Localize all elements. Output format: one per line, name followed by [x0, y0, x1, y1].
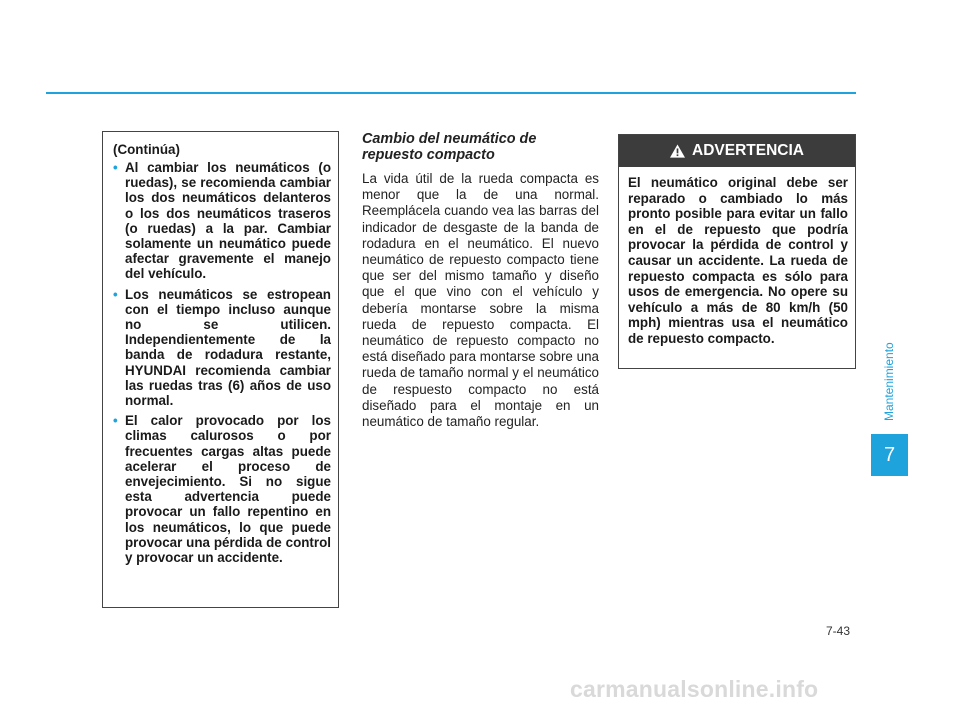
warning-body: El neumático original debe ser reparado o cambiado lo más pronto posible para evitar un fallo en el de repuesto que podría provocar la pérdida de control y causar un accidente. La rueda de repuesto compacta es sólo para usos de emergencia. No opere su vehículo a más de 80 km/h (50 mph) mientras usa el neumático de repuesto compacto.	[628, 175, 848, 346]
warning-box	[618, 134, 856, 369]
chapter-tab: 7	[871, 434, 908, 476]
top-rule	[46, 92, 856, 94]
watermark: carmanualsonline.info	[570, 676, 819, 702]
bullet-text: Los neumáticos se estropean con el tiempo incluso aunque no se utilicen. Independientemente de la banda de rodadura restante, HYUNDAI recomienda cambiar las ruedas tras (6) años de uso normal.	[125, 286, 331, 409]
bullet-dot-icon: •	[113, 413, 118, 429]
section-title: Cambio del neumático de repuesto compacto	[362, 131, 537, 163]
bullet-list	[113, 160, 331, 565]
continued-label: (Continúa)	[113, 142, 180, 157]
list-item	[113, 160, 331, 282]
section-body: La vida útil de la rueda compacta es menor que la de una normal. Reemplácela cuando vea las barras del indicador de desgaste de la banda de rodadura en el neumático. El nuevo neumático de repuesto compacto tiene que ser del mismo tamaño y diseño que el que vino con el vehículo y debería montarse sobre la misma rueda de repuesto compacta. El neumático de repuesto compacto no está diseñado para montarse sobre una rueda de tamaño normal y el neumático de respuesto compacto no está diseñado para el montaje en un neumático de tamaño regular.	[362, 171, 599, 430]
continued-notice-box	[102, 131, 339, 608]
bullet-dot-icon: •	[113, 286, 118, 302]
compact-spare-section	[362, 131, 599, 430]
page-number: 7-43	[826, 624, 851, 638]
bullet-text: Al cambiar los neumáticos (o ruedas), se recomienda cambiar los dos neumáticos delanteros o los dos neumáticos traseros (o ruedas) a la par. Cambiar solamente un neumático puede afectar gravemente el manejo del vehículo.	[125, 160, 331, 282]
bullet-dot-icon: •	[113, 160, 118, 175]
list-item	[113, 413, 331, 565]
warning-triangle-icon	[670, 144, 685, 158]
warning-header	[619, 135, 855, 167]
section-side-label: Mantenimiento	[882, 342, 896, 422]
warning-title: ADVERTENCIA	[692, 142, 804, 159]
list-item	[113, 287, 331, 409]
bullet-text: El calor provocado por los climas calurosos o por frecuentes cargas altas puede acelerar el proceso de envejecimiento. Si no sigue esta advertencia puede provocar un fallo repentino en los neumáticos, lo que puede provocar una pérdida de control y provocar un accidente.	[125, 413, 331, 566]
